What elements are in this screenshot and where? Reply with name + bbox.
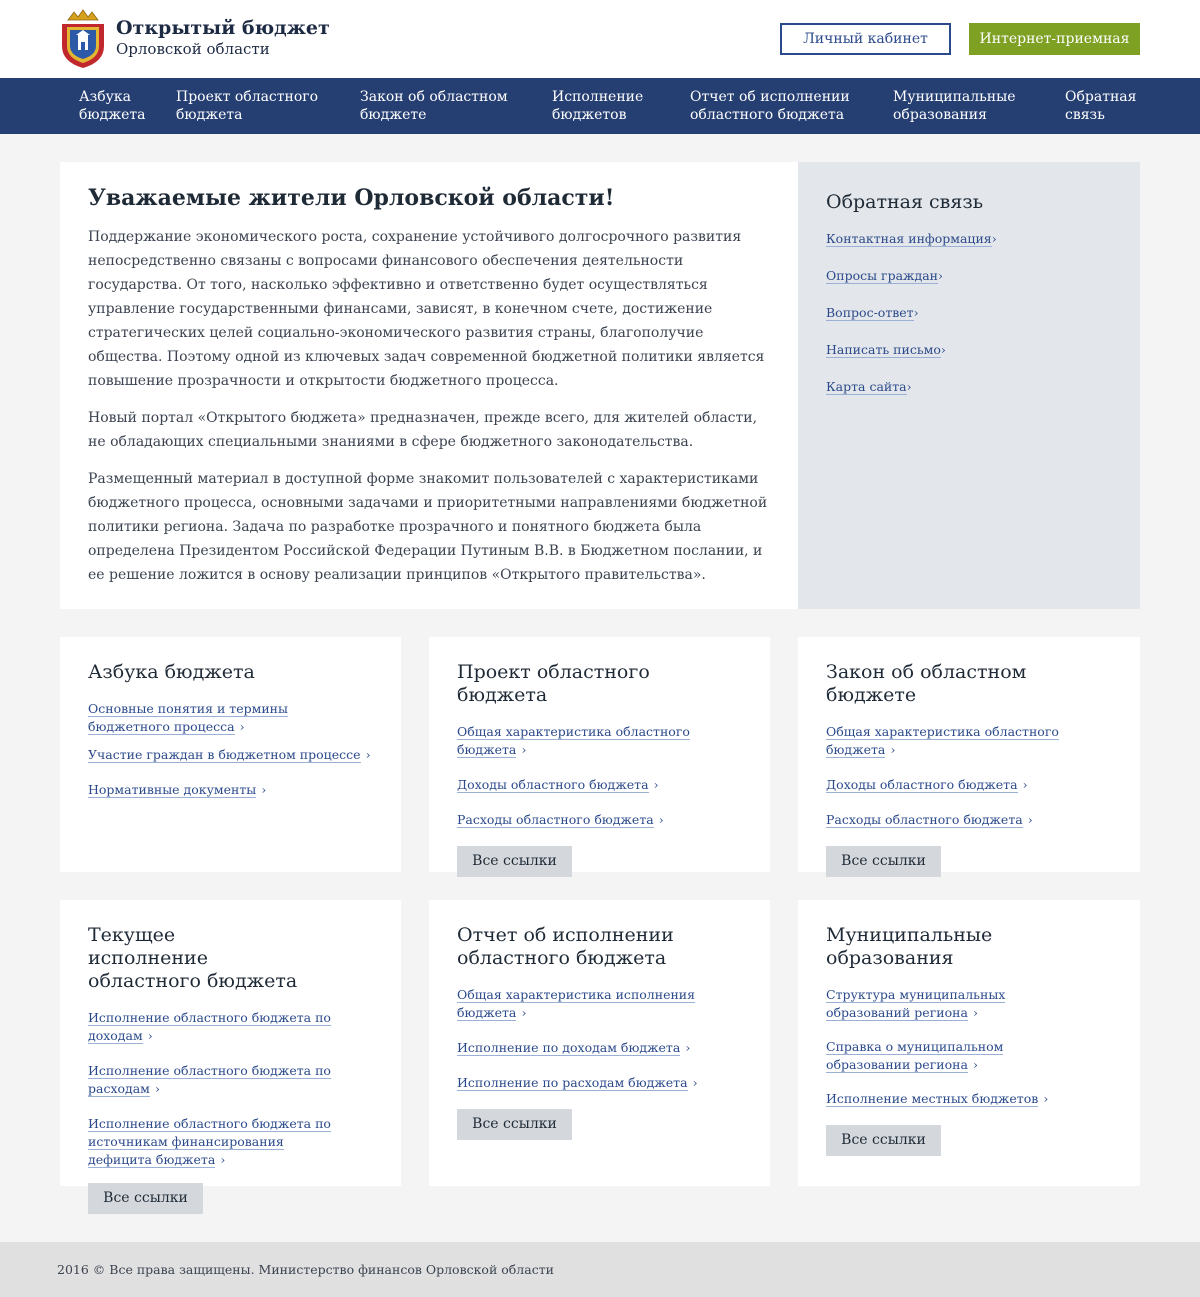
card-link[interactable]: [88, 1114, 348, 1168]
card-link[interactable]: [457, 985, 742, 1021]
nav-item-label: Обратная: [1065, 89, 1137, 105]
intro-paragraph: Поддержание экономического роста, сохранение устойчивого долгосрочного развития непосредственно связаны с вопросами финансового обеспечения деятельности государства. От того, насколько эффективно и ответственно будет осуществляться управление государственными финансами, зависят, в конечном счете, достижение стратегических целей социально-экономического развития страны, благополучие общества. Поэтому одной из ключевых задач современной бюджетной политики является повышение прозрачности и открытости бюджетного процесса.: [88, 229, 765, 389]
card-link[interactable]: [457, 1038, 742, 1056]
nav-item-execution[interactable]: [552, 88, 643, 124]
link-label: Доходы областного бюджета: [457, 777, 649, 792]
copyright-text: 2016 © Все права защищены. Министерство финансов Орловской области: [57, 1262, 554, 1277]
nav-item-label: бюджета: [79, 107, 146, 123]
chevron-right-icon: ›: [521, 1005, 527, 1020]
card-municipal: [798, 900, 1140, 1186]
nav-item-label: Отчет об исполнении: [690, 89, 850, 105]
chevron-right-icon: ›: [938, 268, 944, 283]
nav-item-label: областного бюджета: [690, 107, 845, 123]
nav-item-abc[interactable]: [79, 88, 146, 124]
chevron-right-icon: ›: [658, 812, 664, 827]
intro-section: [60, 162, 798, 609]
chevron-right-icon: ›: [1022, 777, 1028, 792]
chevron-right-icon: ›: [261, 782, 267, 797]
card-link[interactable]: [826, 985, 1091, 1021]
nav-item-label: Азбука: [79, 89, 132, 105]
personal-cabinet-button[interactable]: Личный кабинет: [780, 23, 951, 55]
chevron-right-icon: ›: [940, 342, 946, 357]
link-label: Нормативные документы: [88, 782, 257, 797]
link-label: Справка о муниципальном образовании региона: [826, 1039, 1004, 1072]
link-label: Доходы областного бюджета: [826, 777, 1018, 792]
site-logo[interactable]: [60, 8, 330, 70]
all-links-button[interactable]: Все ссылки: [457, 1109, 572, 1140]
link-label: Вопрос-ответ: [826, 305, 914, 320]
link-label: Расходы областного бюджета: [826, 812, 1023, 827]
coat-of-arms-icon: [60, 8, 106, 70]
card-title: Текущее исполнение областного бюджета: [88, 924, 298, 992]
card-current-execution: [60, 900, 401, 1206]
nav-item-label: бюджетов: [552, 107, 627, 123]
feedback-link-sitemap[interactable]: [826, 376, 1112, 395]
nav-item-label: Проект областного: [176, 89, 319, 105]
card-link[interactable]: [88, 780, 373, 798]
chevron-right-icon: ›: [521, 742, 527, 757]
card-link[interactable]: [826, 1089, 1112, 1107]
card-title: Проект областного бюджета: [457, 661, 650, 706]
chevron-right-icon: ›: [220, 1152, 226, 1167]
site-title: Открытый бюджет: [116, 17, 330, 39]
nav-item-label: связь: [1065, 107, 1105, 123]
link-label: Общая характеристика областного бюджета: [826, 724, 1059, 757]
card-link[interactable]: [88, 699, 363, 735]
card-link[interactable]: [88, 745, 373, 763]
chevron-right-icon: ›: [973, 1057, 978, 1072]
site-subtitle: Орловской области: [116, 40, 270, 58]
nav-item-label: бюджета: [176, 107, 243, 123]
nav-item-label: Муниципальные: [893, 89, 1016, 105]
link-label: Основные понятия и термины бюджетного процесса: [88, 701, 288, 734]
link-label: Исполнение областного бюджета по доходам: [88, 1010, 331, 1043]
link-label: Структура муниципальных образований региона: [826, 987, 1006, 1020]
chevron-right-icon: ›: [890, 742, 896, 757]
link-label: Исполнение по расходам бюджета: [457, 1075, 688, 1090]
all-links-button[interactable]: Все ссылки: [457, 846, 572, 877]
card-budget-abc: [60, 637, 401, 872]
card-link[interactable]: [826, 775, 1112, 793]
card-link[interactable]: [457, 775, 742, 793]
card-execution-report: [429, 900, 770, 1186]
chevron-right-icon: ›: [239, 719, 245, 734]
card-link[interactable]: [457, 722, 742, 758]
all-links-button[interactable]: Все ссылки: [826, 1125, 941, 1156]
link-label: Написать письмо: [826, 342, 941, 357]
nav-item-budget-law[interactable]: [360, 88, 508, 124]
link-label: Исполнение областного бюджета по расходам: [88, 1063, 331, 1096]
chevron-right-icon: ›: [147, 1028, 153, 1043]
chevron-right-icon: ›: [991, 231, 997, 246]
chevron-right-icon: ›: [365, 747, 371, 762]
nav-item-label: Закон об областном: [360, 89, 508, 105]
card-link[interactable]: [826, 722, 1112, 758]
card-link[interactable]: [826, 1037, 1091, 1073]
link-label: Карта сайта: [826, 379, 907, 394]
feedback-link-write[interactable]: [826, 339, 1112, 358]
card-link[interactable]: [826, 810, 1112, 828]
chevron-right-icon: ›: [906, 379, 912, 394]
intro-heading: Уважаемые жители Орловской области!: [88, 185, 615, 211]
intro-paragraph: Размещенный материал в доступной форме знакомит пользователей с характеристиками бюджетного процесса, основными задачами и приоритетными направлениями бюджетной политики региона. Задача по разработке прозрачного и понятного бюджета была определена Президентом Российской Федерации Путиным В.В. в Бюджетном послании, и ее решение ложится в основу реализации принципов «Открытого правительства».: [88, 471, 768, 583]
nav-item-budget-project[interactable]: [176, 88, 318, 124]
card-link[interactable]: [457, 810, 742, 828]
chevron-right-icon: ›: [1043, 1091, 1049, 1106]
link-label: Общая характеристика областного бюджета: [457, 724, 690, 757]
site-footer: [0, 1242, 1200, 1297]
all-links-button[interactable]: Все ссылки: [88, 1183, 203, 1214]
card-link[interactable]: [457, 1073, 742, 1091]
feedback-link-contacts[interactable]: [826, 228, 1112, 247]
card-title: Муниципальные образования: [826, 924, 993, 969]
link-label: Исполнение областного бюджета по источникам финансирования дефицита бюджета: [88, 1116, 331, 1167]
main-nav: [0, 78, 1200, 134]
feedback-heading: Обратная связь: [826, 191, 984, 213]
card-title: Отчет об исполнении областного бюджета: [457, 924, 674, 969]
link-label: Расходы областного бюджета: [457, 812, 654, 827]
site-header: [0, 0, 1200, 78]
card-title: Закон об областном бюджете: [826, 661, 1027, 706]
chevron-right-icon: ›: [155, 1081, 160, 1096]
chevron-right-icon: ›: [973, 1005, 978, 1020]
link-label: Опросы граждан: [826, 268, 939, 283]
intro-paragraph: Новый портал «Открытого бюджета» предназначен, прежде всего, для жителей области, не обладающих специальными знаниями в сфере бюджетного законодательства.: [88, 410, 758, 450]
nav-item-report[interactable]: [690, 88, 850, 124]
nav-item-label: образования: [893, 107, 987, 123]
nav-item-label: Исполнение: [552, 89, 644, 105]
card-budget-project: [429, 637, 770, 872]
link-label: Участие граждан в бюджетном процессе: [88, 747, 361, 762]
nav-item-municipal[interactable]: [893, 88, 1016, 124]
feedback-link-faq[interactable]: [826, 302, 1112, 321]
feedback-panel: [798, 162, 1140, 609]
chevron-right-icon: ›: [685, 1040, 691, 1055]
chevron-right-icon: ›: [692, 1075, 698, 1090]
internet-reception-button[interactable]: Интернет-приемная: [969, 23, 1140, 55]
feedback-link-polls[interactable]: [826, 265, 1112, 284]
link-label: Общая характеристика исполнения бюджета: [457, 987, 696, 1020]
nav-item-label: бюджете: [360, 107, 427, 123]
all-links-button[interactable]: Все ссылки: [826, 846, 941, 877]
nav-item-feedback[interactable]: [1065, 88, 1136, 124]
link-label: Исполнение местных бюджетов: [826, 1091, 1039, 1106]
card-title: Азбука бюджета: [88, 661, 255, 683]
card-link[interactable]: [88, 1061, 373, 1097]
chevron-right-icon: ›: [913, 305, 919, 320]
link-label: Контактная информация: [826, 231, 992, 246]
card-budget-law: [798, 637, 1140, 872]
chevron-right-icon: ›: [1027, 812, 1033, 827]
card-link[interactable]: [88, 1008, 373, 1044]
chevron-right-icon: ›: [653, 777, 659, 792]
link-label: Исполнение по доходам бюджета: [457, 1040, 681, 1055]
